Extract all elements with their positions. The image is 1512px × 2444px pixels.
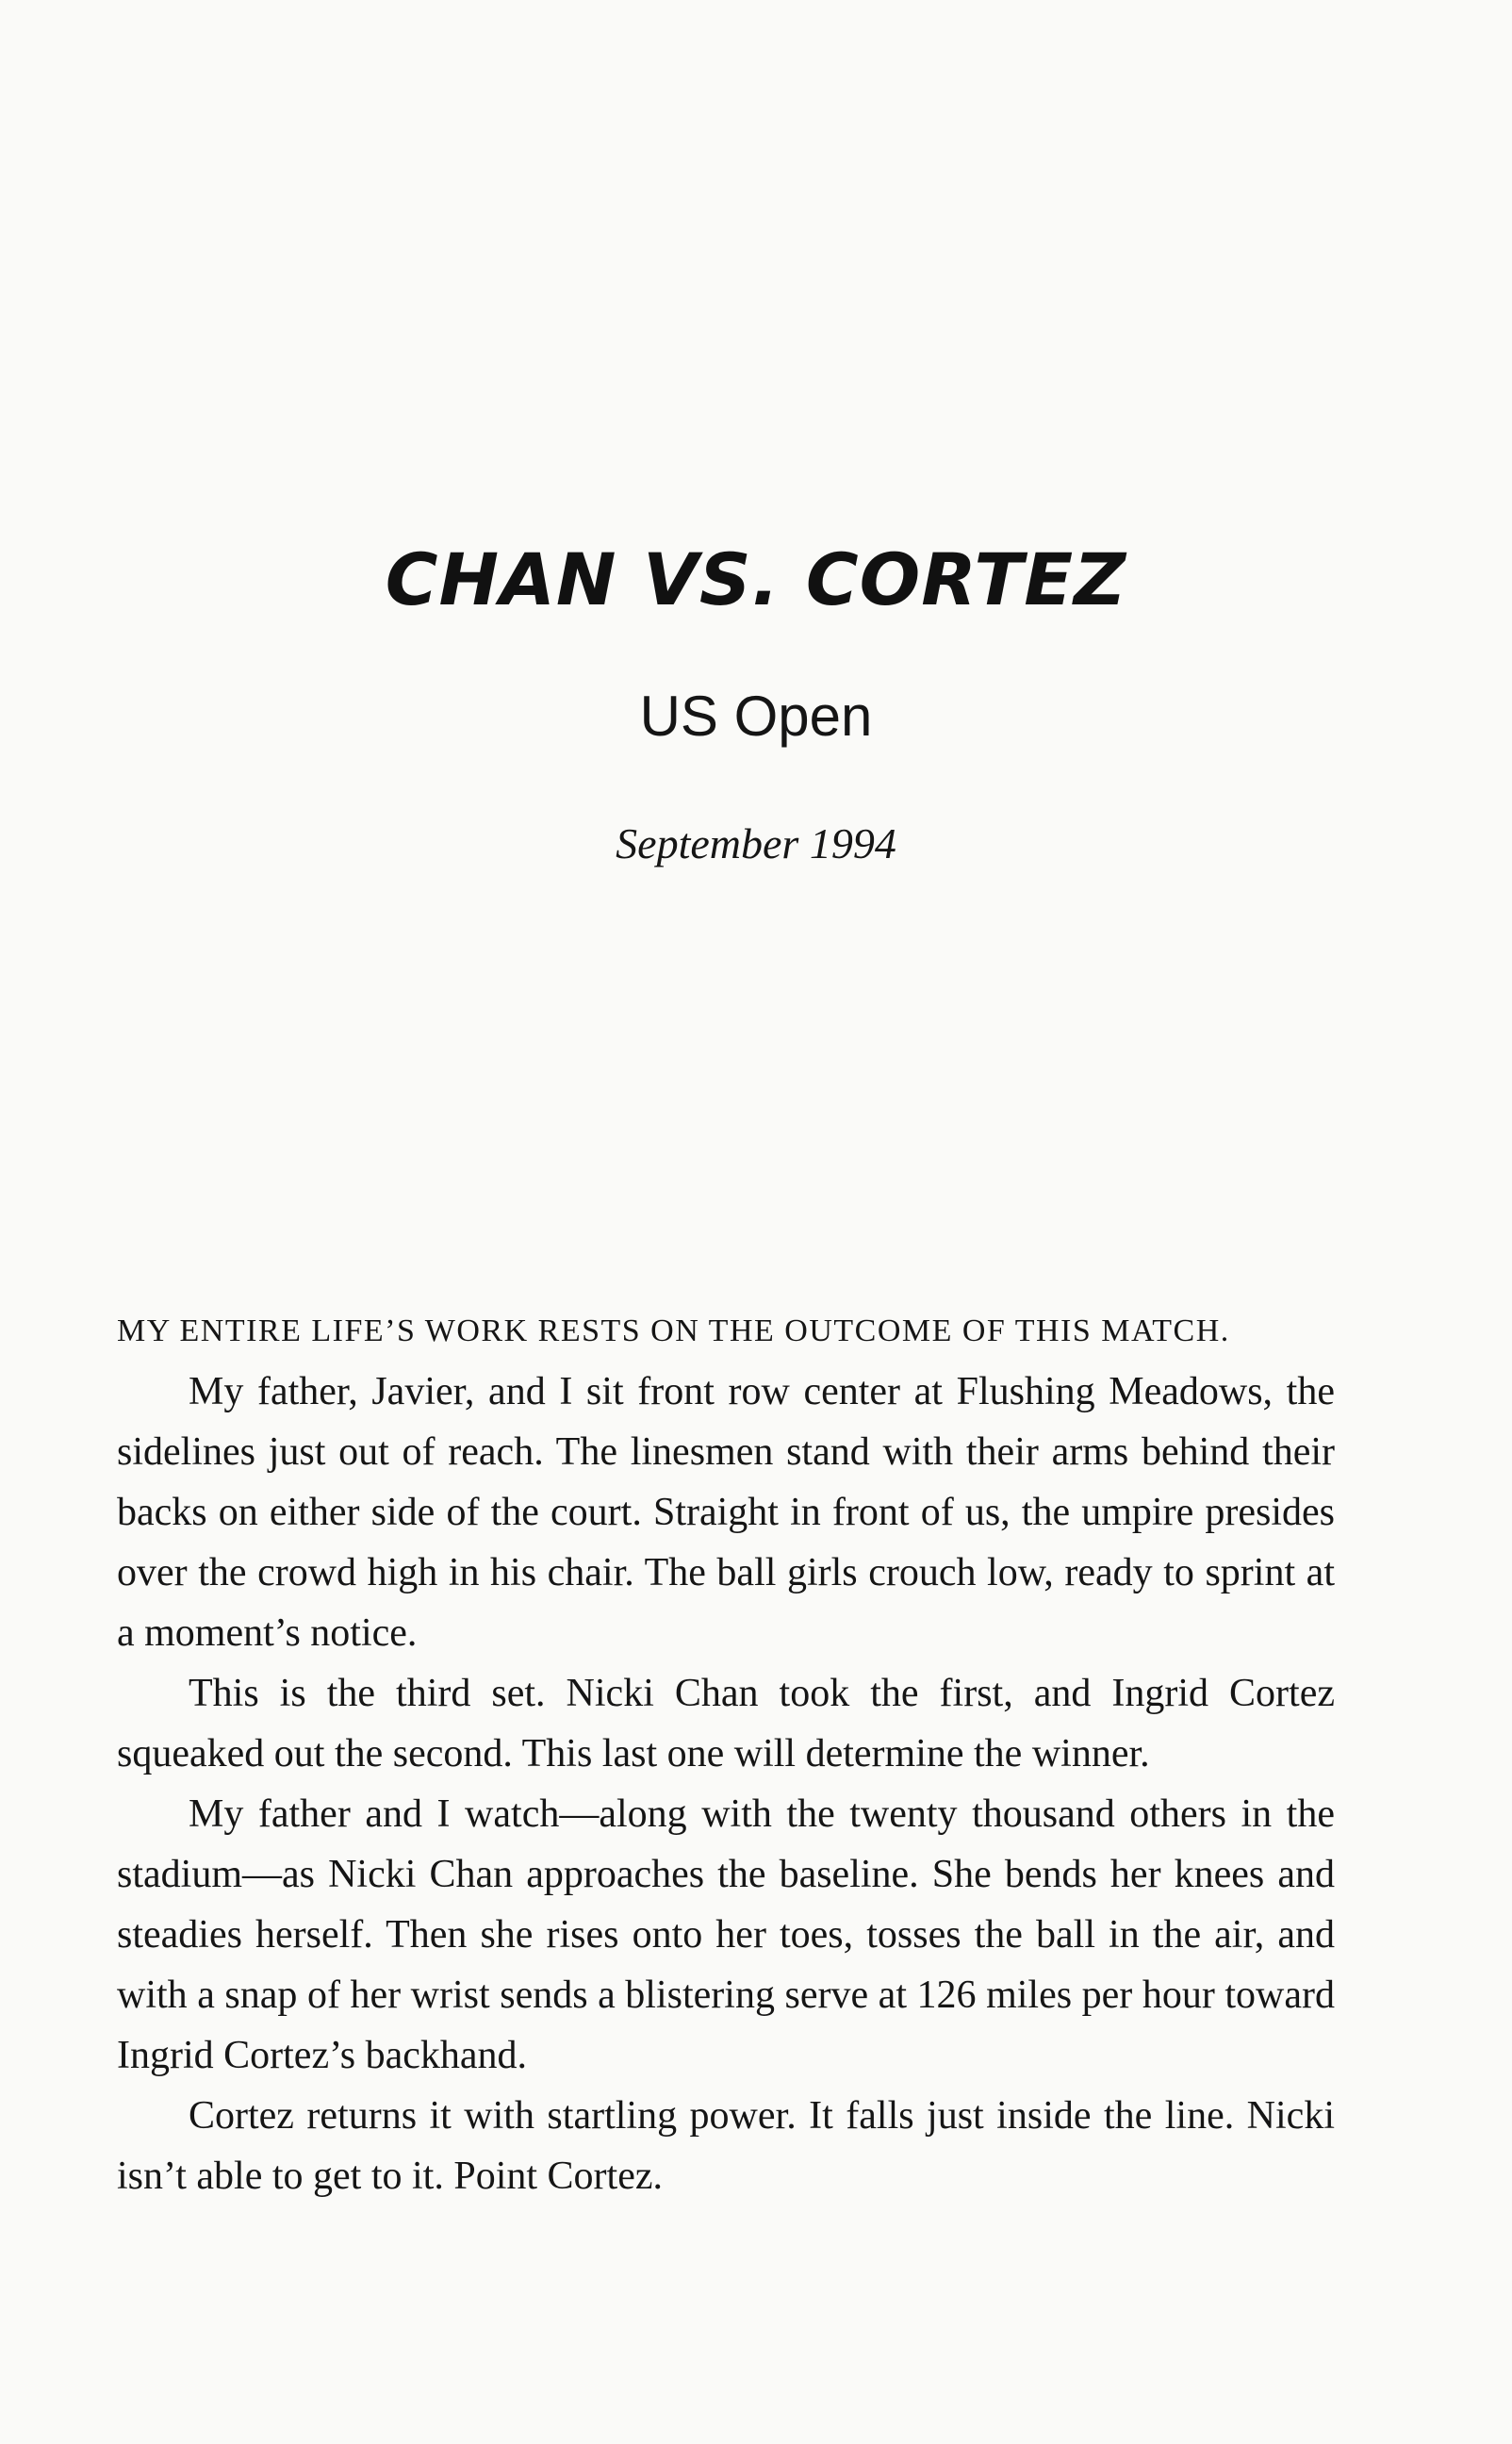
- chapter-body: [117, 1301, 1335, 2206]
- opening-line: MY ENTIRE LIFE’S WORK RESTS ON THE OUTCOME OF THIS MATCH.: [117, 1313, 1230, 1348]
- paragraph: This is the third set. Nicki Chan took the first, and Ingrid Cortez squeaked out the second. This last one will determine the winner.: [117, 1672, 1335, 1775]
- paragraph: My father, Javier, and I sit front row center at Flushing Meadows, the sidelines just out of reach. The linesmen stand with their arms behind their backs on either side of the court. Straight in front of us, the umpire presides over the crowd high in his chair. The ball girls crouch low, ready to sprint at a moment’s notice.: [117, 1370, 1335, 1655]
- paragraph: Cortez returns it with startling power. It falls just inside the line. Nicki isn’t able to get to it. Point Cortez.: [117, 2094, 1335, 2198]
- chapter-date: September 1994: [616, 819, 896, 867]
- chapter-title: CHAN VS. CORTEZ: [385, 537, 1127, 621]
- paragraph: My father and I watch—along with the twenty thousand others in the stadium—as Nicki Chan approaches the baseline. She bends her knees and steadies herself. Then she rises onto her toes, tosses the ball in the air, and with a snap of her wrist sends a blistering serve at 126 miles per hour toward Ingrid Cortez’s backhand.: [117, 1792, 1335, 2077]
- chapter-subtitle: US Open: [639, 685, 873, 748]
